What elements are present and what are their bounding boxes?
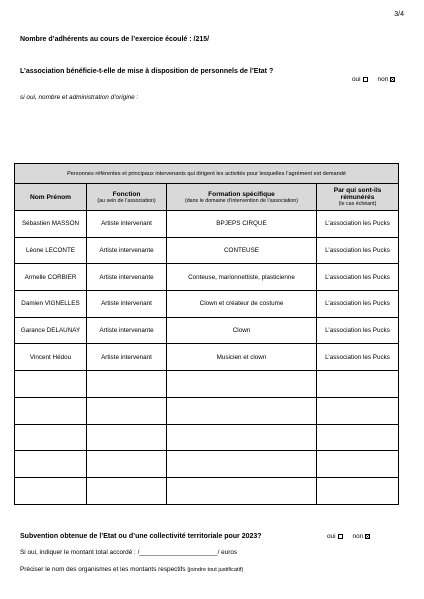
cell-paid-by[interactable]: L’association les Pucks <box>317 237 399 264</box>
subsidy-amount-suffix: / euros <box>217 549 238 556</box>
cell-name[interactable] <box>15 424 87 451</box>
cell-name[interactable]: Sébastien MASSON <box>15 211 87 238</box>
staff-table-header <box>317 184 399 211</box>
cell-name[interactable]: Vincent Hédou <box>15 344 87 371</box>
state-staff-no[interactable] <box>378 76 396 83</box>
members-count-label: Nombre d’adhérents au cours de l’exercice écoulé : /215/ <box>20 36 210 43</box>
state-staff-followup: si oui, nombre et administration d’origine : <box>20 94 139 101</box>
cell-paid-by[interactable] <box>317 424 399 451</box>
table-row <box>15 317 399 344</box>
staff-table-title: Personnes référentes et principaux intervenants qui dirigent les activités pour lesquelles l’agrément est demandé <box>15 164 399 184</box>
subsidy-question: Subvention obtenue de l’Etat ou d’une collectivité territoriale pour 2023? <box>20 533 262 540</box>
subsidy-details-note: (joindre tout justificatif) <box>187 567 244 573</box>
header-label: Nom Prénom <box>29 193 72 201</box>
cell-role[interactable]: Artiste intervenant <box>87 211 167 238</box>
state-staff-no-label: non <box>377 76 389 83</box>
staff-table-header <box>15 184 87 211</box>
cell-training[interactable]: Clown et créateur de costume <box>167 291 317 318</box>
header-label: Formation spécifique <box>208 190 275 198</box>
cell-training[interactable]: Musicien et clown <box>167 344 317 371</box>
table-row <box>15 237 399 264</box>
cell-role[interactable] <box>87 424 167 451</box>
cell-role[interactable]: Artiste intervenante <box>87 237 167 264</box>
staff-table-header <box>167 184 317 211</box>
cell-training[interactable] <box>167 397 317 424</box>
cell-name[interactable]: Damien VIGNELLES <box>15 291 87 318</box>
state-staff-question: L’association bénéficie-t-elle de mise à disposition de personnels de l’Etat ? <box>20 68 274 75</box>
subsidy-yes-checkbox[interactable] <box>338 534 343 539</box>
table-row <box>15 264 399 291</box>
cell-role[interactable] <box>87 477 167 504</box>
cell-role[interactable]: Artiste intervenant <box>87 344 167 371</box>
staff-table-header <box>87 184 167 211</box>
subsidy-no-label: non <box>352 533 364 540</box>
cell-paid-by[interactable]: L’association les Pucks <box>317 291 399 318</box>
cell-paid-by[interactable]: L’association les Pucks <box>317 344 399 371</box>
subsidy-amount-line <box>20 549 237 556</box>
cell-name[interactable] <box>15 397 87 424</box>
state-staff-no-checkbox[interactable] <box>390 77 395 82</box>
cell-name[interactable] <box>15 371 87 398</box>
cell-name[interactable]: Garance DELAUNAY <box>15 317 87 344</box>
subsidy-amount-field[interactable]: ______________________ <box>139 549 218 556</box>
state-staff-choice <box>352 76 395 83</box>
cell-training[interactable] <box>167 371 317 398</box>
header-label: Fonction <box>112 190 141 198</box>
table-row <box>15 211 399 238</box>
cell-training[interactable] <box>167 451 317 478</box>
cell-role[interactable]: Artiste intervenante <box>87 317 167 344</box>
table-row <box>15 344 399 371</box>
cell-paid-by[interactable] <box>317 397 399 424</box>
subsidy-yes[interactable] <box>327 533 343 540</box>
table-row <box>15 371 399 398</box>
header-sublabel: (au sein de l’association) <box>97 197 156 204</box>
table-row <box>15 477 399 504</box>
cell-paid-by[interactable]: L’association les Pucks <box>317 211 399 238</box>
cell-role[interactable]: Artiste intervenant <box>87 291 167 318</box>
staff-table <box>14 163 399 505</box>
subsidy-no[interactable] <box>353 533 371 540</box>
cell-paid-by[interactable]: L’association les Pucks <box>317 264 399 291</box>
header-label: Par qui sont-ils rémunérés <box>333 187 382 201</box>
table-row <box>15 424 399 451</box>
table-row <box>15 291 399 318</box>
cell-training[interactable]: Clown <box>167 317 317 344</box>
subsidy-details-label: Préciser le nom des organismes et les montants respectifs <box>20 566 186 573</box>
cell-paid-by[interactable] <box>317 477 399 504</box>
cell-training[interactable]: CONTEUSE <box>167 237 317 264</box>
cell-role[interactable] <box>87 451 167 478</box>
page-number: 3/4 <box>394 11 404 18</box>
header-sublabel: (le cas échéant) <box>338 201 377 207</box>
subsidy-amount-prefix: Si oui, indiquer le montant total accordé : / <box>20 549 140 556</box>
cell-role[interactable]: Artiste intervenante <box>87 264 167 291</box>
cell-role[interactable] <box>87 371 167 398</box>
state-staff-yes-checkbox[interactable] <box>363 77 368 82</box>
subsidy-choice <box>327 533 370 540</box>
state-staff-yes[interactable] <box>352 76 368 83</box>
cell-paid-by[interactable] <box>317 371 399 398</box>
subsidy-details-line <box>20 566 243 573</box>
cell-training[interactable] <box>167 424 317 451</box>
state-staff-yes-label: oui <box>352 76 361 83</box>
cell-role[interactable] <box>87 397 167 424</box>
cell-name[interactable] <box>15 451 87 478</box>
subsidy-yes-label: oui <box>327 533 336 540</box>
table-row <box>15 451 399 478</box>
table-row <box>15 397 399 424</box>
subsidy-no-checkbox[interactable] <box>365 534 370 539</box>
cell-training[interactable] <box>167 477 317 504</box>
cell-name[interactable] <box>15 477 87 504</box>
cell-paid-by[interactable] <box>317 451 399 478</box>
cell-paid-by[interactable]: L’association les Pucks <box>317 317 399 344</box>
cell-name[interactable]: Armelle CORBIER <box>15 264 87 291</box>
header-sublabel: (dans le domaine d’intervention de l’association) <box>184 197 299 204</box>
cell-name[interactable]: Léone LECONTE <box>15 237 87 264</box>
cell-training[interactable]: Conteuse, marionnettiste, plasticienne <box>167 264 317 291</box>
cell-training[interactable]: BPJEPS CIRQUE <box>167 211 317 238</box>
